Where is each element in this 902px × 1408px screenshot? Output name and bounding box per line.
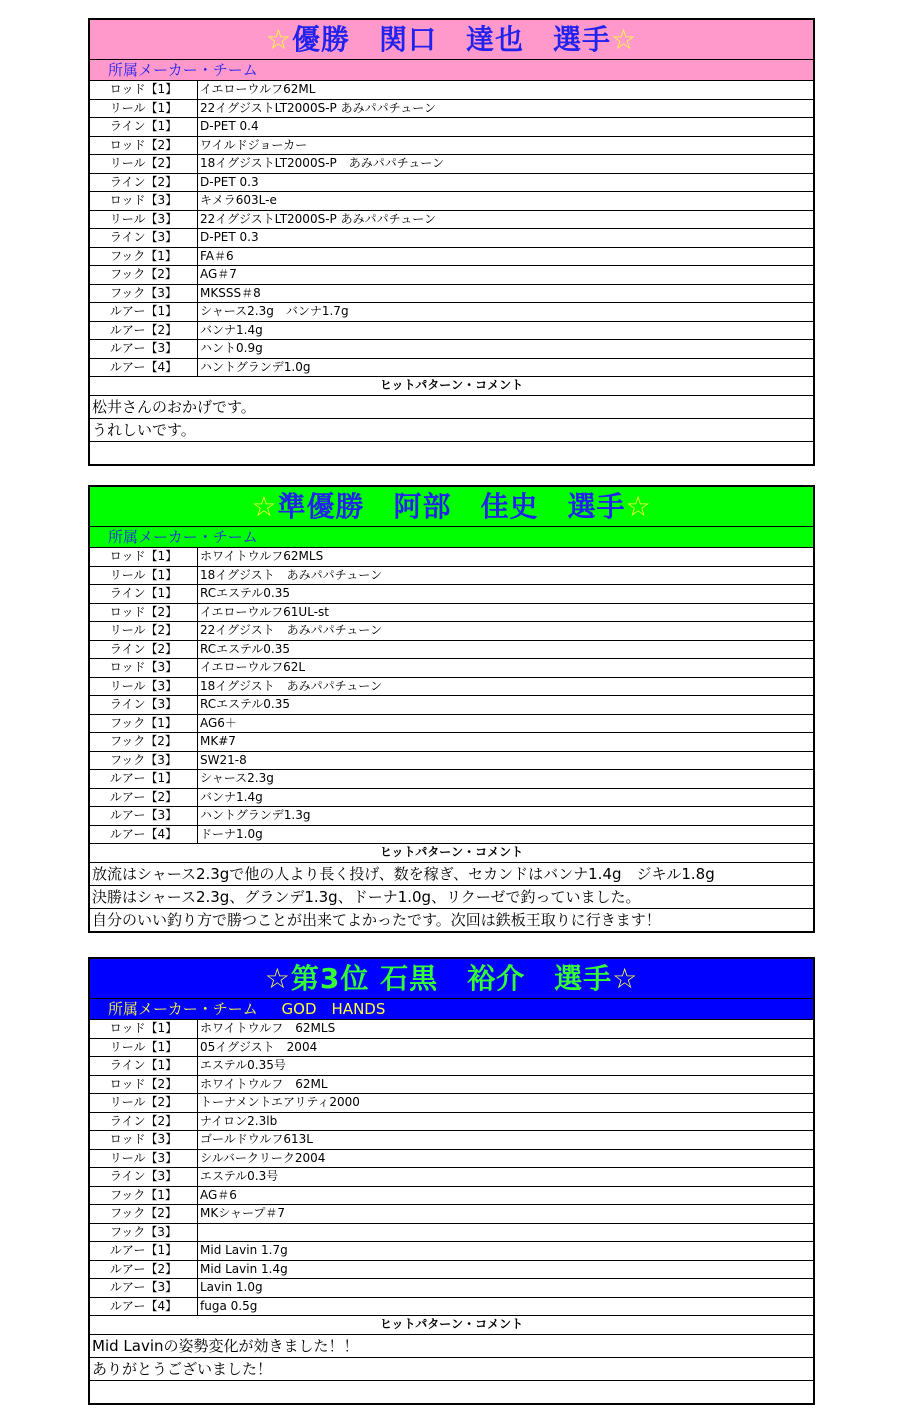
tackle-label: ライン【1】: [90, 118, 198, 136]
tackle-row: [90, 155, 813, 174]
tackle-label: ロッド【3】: [90, 192, 198, 210]
tackle-label: フック【2】: [90, 266, 198, 284]
comment-header: ヒットパターン・コメント: [90, 844, 813, 863]
tackle-value: 18イグジストLT2000S-P あみパパチューン: [200, 156, 445, 170]
tackle-row: [90, 1094, 813, 1113]
tackle-value: fuga 0.5g: [200, 1298, 258, 1313]
tackle-value: MKSSS＃8: [200, 285, 261, 300]
tackle-row: [90, 715, 813, 734]
tackle-row: [90, 1057, 813, 1076]
tackle-row: [90, 567, 813, 586]
winner-card: [88, 18, 815, 466]
tackle-value: Lavin 1.0g: [200, 1280, 263, 1294]
tackle-value: ハント0.9g: [200, 341, 263, 355]
star-icon: ☆: [611, 23, 638, 56]
tackle-value: 18イグジスト あみパパチューン: [200, 678, 383, 693]
tackle-label: ライン【1】: [90, 1057, 198, 1075]
tackle-value: SW21-8: [200, 752, 247, 767]
tackle-value: バンナ1.4g: [200, 789, 263, 804]
tackle-row: [90, 1298, 813, 1317]
tackle-label: ロッド【3】: [90, 659, 198, 677]
tackle-value: ホワイトウルフ 62MLS: [200, 1021, 336, 1035]
tackle-label: ルアー【4】: [90, 826, 198, 844]
tackle-value: AG6＋: [200, 715, 237, 730]
tackle-row: [90, 100, 813, 119]
tackle-row: [90, 1020, 813, 1039]
tackle-label: リール【2】: [90, 622, 198, 640]
tackle-value: D-PET 0.3: [200, 174, 259, 189]
tackle-value: シャース2.3g: [200, 771, 274, 785]
tackle-label: フック【2】: [90, 733, 198, 751]
tackle-row: [90, 1076, 813, 1095]
tackle-value: ハントグランデ1.3g: [200, 808, 311, 822]
comment-header: ヒットパターン・コメント: [90, 377, 813, 396]
tackle-row: [90, 322, 813, 341]
runner-up-card: [88, 485, 815, 933]
tackle-value: ホワイトウルフ 62ML: [200, 1076, 328, 1091]
tackle-value: バンナ1.4g: [200, 322, 263, 337]
title-text: 第3位 石黒 裕介 選手: [290, 962, 613, 995]
title-text: 優勝 関口 達也 選手: [291, 23, 611, 56]
tackle-value: Mid Lavin 1.7g: [200, 1243, 288, 1257]
tackle-label: ロッド【2】: [90, 604, 198, 622]
team-value: GOD HANDS: [281, 1000, 386, 1018]
tackle-value: 18イグジスト あみパパチューン: [200, 567, 383, 582]
tackle-value: 22イグジストLT2000S-P あみパパチューン: [200, 211, 436, 226]
tackle-label: フック【2】: [90, 1205, 198, 1223]
tackle-label: ライン【2】: [90, 174, 198, 192]
tackle-label: ルアー【2】: [90, 789, 198, 807]
tackle-label: ロッド【1】: [90, 1020, 198, 1038]
tackle-value: ゴールドウルフ613L: [200, 1132, 313, 1146]
tackle-label: ルアー【3】: [90, 1279, 198, 1297]
tackle-value: AG＃7: [200, 267, 237, 281]
tackle-row: [90, 1205, 813, 1224]
tackle-label: リール【2】: [90, 155, 198, 173]
tackle-label: フック【3】: [90, 752, 198, 770]
tackle-value: エステル0.3号: [200, 1169, 279, 1183]
tackle-row: [90, 585, 813, 604]
comment-header: ヒットパターン・コメント: [90, 1316, 813, 1335]
comment-line: [90, 1381, 813, 1403]
team-row: [90, 999, 813, 1020]
tackle-label: リール【3】: [90, 1150, 198, 1168]
tackle-label: ルアー【2】: [90, 1261, 198, 1279]
title-text: 準優勝 阿部 佳史 選手: [277, 490, 626, 523]
team-label: 所属メーカー・チーム: [108, 61, 258, 79]
tackle-row: [90, 1242, 813, 1261]
tackle-value: FA＃6: [200, 248, 234, 263]
tackle-value: ホワイトウルフ62MLS: [200, 549, 324, 563]
star-icon: ☆: [264, 962, 291, 995]
tackle-row: [90, 1150, 813, 1169]
tackle-label: リール【2】: [90, 1094, 198, 1112]
card-title: [90, 959, 813, 999]
tackle-row: [90, 752, 813, 771]
tackle-label: ロッド【2】: [90, 1076, 198, 1094]
tackle-label: ルアー【2】: [90, 322, 198, 340]
tackle-label: ライン【2】: [90, 1113, 198, 1131]
tackle-label: ルアー【3】: [90, 807, 198, 825]
tackle-row: [90, 266, 813, 285]
tackle-value: 22イグジストLT2000S-P あみパパチューン: [200, 100, 436, 115]
tackle-row: [90, 229, 813, 248]
tackle-value: キメラ603L-e: [200, 193, 277, 207]
third-place-card: [88, 957, 815, 1405]
tackle-value: ハントグランデ1.0g: [200, 359, 311, 374]
team-spacer: [258, 1000, 282, 1018]
tackle-label: リール【3】: [90, 678, 198, 696]
tackle-row: [90, 137, 813, 156]
tackle-row: [90, 1261, 813, 1280]
tackle-row: [90, 604, 813, 623]
tackle-label: ロッド【1】: [90, 548, 198, 566]
tackle-label: フック【1】: [90, 248, 198, 266]
tackle-value: ワイルドジョーカー: [200, 137, 308, 152]
tackle-row: [90, 174, 813, 193]
tackle-value: MK#7: [200, 734, 236, 748]
tackle-label: ライン【3】: [90, 1168, 198, 1186]
tackle-row: [90, 248, 813, 267]
tackle-value: シャース2.3g バンナ1.7g: [200, 304, 349, 318]
tackle-value: D-PET 0.4: [200, 119, 259, 133]
tackle-value: [198, 1224, 813, 1242]
tackle-value: 05イグジスト 2004: [200, 1039, 318, 1054]
comment-line: 決勝はシャース2.3g、グランデ1.3g、ドーナ1.0g、リクーゼで釣っていました。: [90, 886, 813, 909]
tackle-label: ルアー【1】: [90, 1242, 198, 1260]
tackle-value: シルバークリーク2004: [200, 1150, 326, 1165]
tackle-label: リール【1】: [90, 567, 198, 585]
card-title: [90, 487, 813, 527]
tackle-label: フック【1】: [90, 715, 198, 733]
tackle-label: ロッド【1】: [90, 81, 198, 99]
tackle-row: [90, 548, 813, 567]
tackle-row: [90, 1187, 813, 1206]
star-icon: ☆: [625, 490, 652, 523]
comment-line: ありがとうございました！: [90, 1358, 813, 1381]
tackle-row: [90, 696, 813, 715]
tackle-row: [90, 340, 813, 359]
tackle-label: ロッド【2】: [90, 137, 198, 155]
comment-line: [90, 442, 813, 464]
tackle-row: [90, 1039, 813, 1058]
tackle-label: ライン【2】: [90, 641, 198, 659]
tackle-row: [90, 678, 813, 697]
tackle-value: イエローウルフ62L: [200, 660, 306, 674]
tackle-value: AG＃6: [200, 1187, 237, 1202]
tackle-label: フック【3】: [90, 285, 198, 303]
tackle-row: [90, 211, 813, 230]
tackle-row: [90, 285, 813, 304]
tackle-row: [90, 641, 813, 660]
tackle-value: イエローウルフ62ML: [200, 82, 316, 96]
tackle-row: [90, 622, 813, 641]
tackle-label: ライン【3】: [90, 696, 198, 714]
tackle-value: イエローウルフ61UL-st: [200, 604, 329, 619]
tackle-value: 22イグジスト あみパパチューン: [200, 623, 383, 637]
tackle-value: RCエステル0.35: [200, 586, 290, 600]
tackle-value: トーナメントエアリティ2000: [200, 1095, 360, 1109]
tackle-row: [90, 192, 813, 211]
tackle-value: RCエステル0.35: [200, 641, 290, 656]
tackle-row: [90, 1279, 813, 1298]
tackle-row: [90, 303, 813, 322]
comment-line: 自分のいい釣り方で勝つことが出来てよかったです。次回は鉄板王取りに行きます！: [92, 910, 661, 929]
tackle-label: ライン【3】: [90, 229, 198, 247]
comment-line: 放流はシャース2.3gで他の人より長く投げ、数を稼ぎ、セカンドはバンナ1.4g ジキル1.8g: [90, 863, 813, 886]
tackle-value: ドーナ1.0g: [200, 826, 263, 841]
tackle-row: [90, 770, 813, 789]
tackle-label: ルアー【1】: [90, 303, 198, 321]
tackle-row: [90, 733, 813, 752]
team-spacer: [258, 528, 282, 546]
tackle-label: ルアー【4】: [90, 359, 198, 377]
comment-line: Mid Lavinの姿勢変化が効きました！！: [90, 1335, 813, 1358]
tackle-value: エステル0.35号: [200, 1058, 286, 1072]
tackle-label: ルアー【3】: [90, 340, 198, 358]
star-icon: ☆: [265, 23, 292, 56]
tackle-row: [90, 789, 813, 808]
tackle-label: ライン【1】: [90, 585, 198, 603]
card-title: [90, 20, 813, 60]
tackle-row: [90, 659, 813, 678]
star-icon: ☆: [612, 962, 639, 995]
team-row: [90, 527, 813, 548]
tackle-value: D-PET 0.3: [200, 230, 259, 244]
comment-line: うれしいです。: [90, 419, 813, 442]
tackle-label: リール【1】: [90, 1039, 198, 1057]
comment-line: 松井さんのおかげです。: [90, 396, 813, 419]
tackle-label: フック【3】: [90, 1224, 198, 1242]
tackle-row: [90, 1168, 813, 1187]
team-row: [90, 60, 813, 81]
tackle-row: [90, 807, 813, 826]
tackle-row: [90, 1113, 813, 1132]
tackle-row: [90, 118, 813, 137]
tackle-row: [90, 1224, 813, 1243]
tackle-label: ルアー【1】: [90, 770, 198, 788]
tackle-row: [90, 826, 813, 845]
team-label: 所属メーカー・チーム: [108, 1000, 258, 1018]
tackle-value: Mid Lavin 1.4g: [200, 1261, 288, 1276]
tackle-value: ナイロン2.3lb: [200, 1113, 278, 1128]
tackle-label: リール【1】: [90, 100, 198, 118]
team-spacer: [258, 61, 282, 79]
tackle-label: フック【1】: [90, 1187, 198, 1205]
tackle-label: ロッド【3】: [90, 1131, 198, 1149]
star-icon: ☆: [251, 490, 278, 523]
team-label: 所属メーカー・チーム: [108, 528, 258, 546]
tackle-row: [90, 1131, 813, 1150]
tackle-label: ルアー【4】: [90, 1298, 198, 1316]
tackle-value: MKシャープ＃7: [200, 1206, 286, 1220]
tackle-label: リール【3】: [90, 211, 198, 229]
tackle-value: RCエステル0.35: [200, 697, 290, 711]
tackle-row: [90, 81, 813, 100]
tackle-row: [90, 359, 813, 378]
